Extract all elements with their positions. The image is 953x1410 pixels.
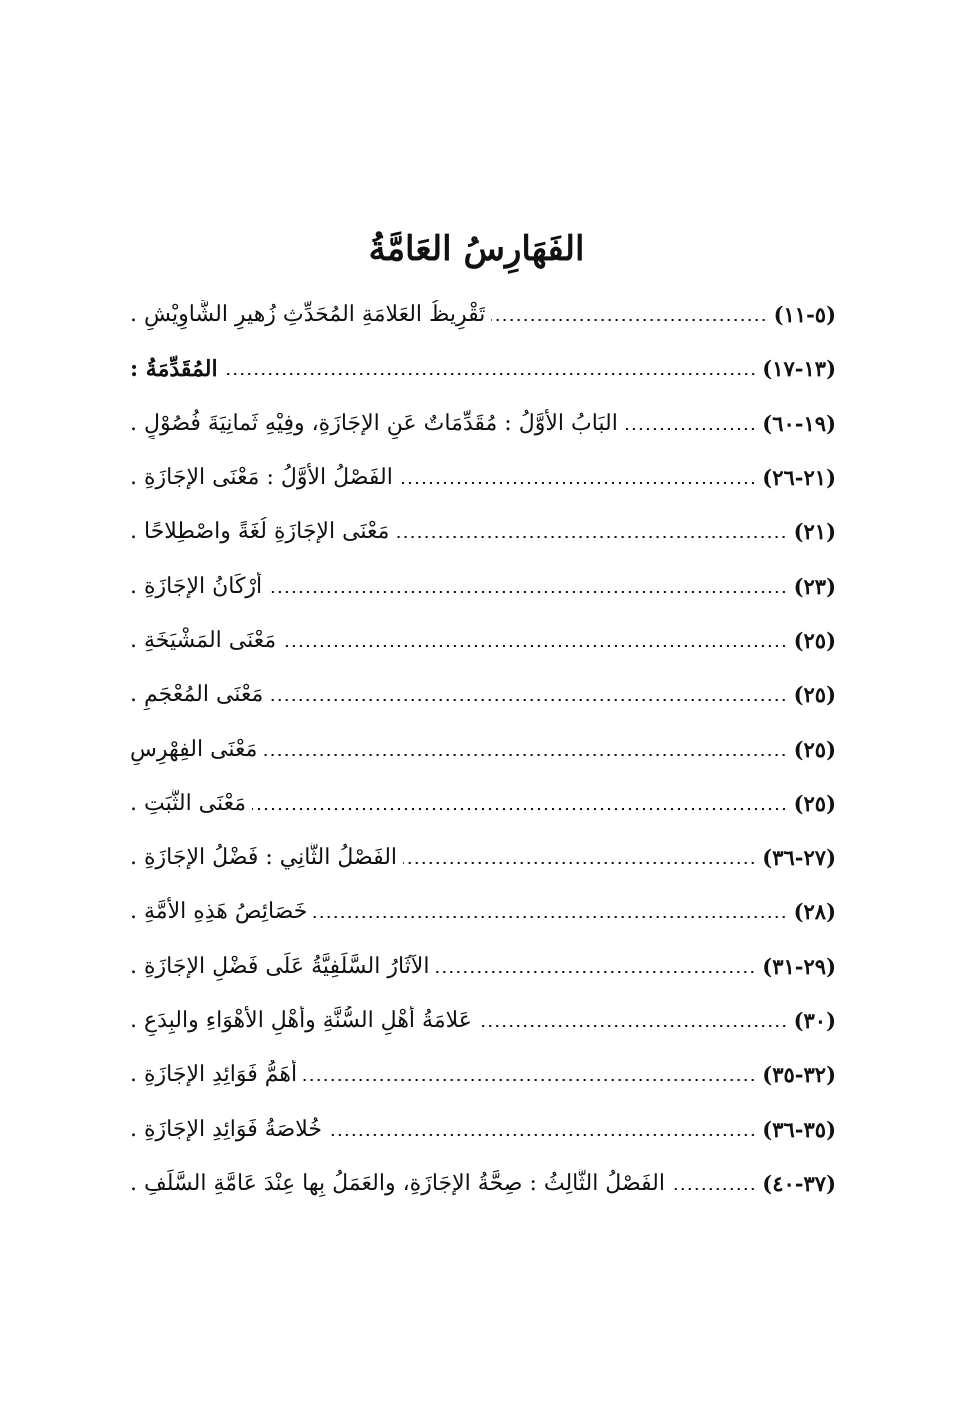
toc-entry-pages: (٣٧-٤٠) [762, 1170, 836, 1196]
dot-leader [478, 1025, 788, 1027]
table-of-contents [126, 288, 836, 1211]
toc-entry[interactable] [126, 342, 836, 396]
toc-entry[interactable] [126, 1102, 836, 1156]
toc-entry-title: المُقَدِّمَةُ : [130, 356, 218, 383]
dot-leader [263, 754, 787, 756]
toc-entry-title: الآثَارُ السَّلَفِيَّةُ عَلَى فَضْلِ الإجَازَةِ . [130, 953, 430, 979]
toc-entry-title: أَرْكَانُ الإجَازَةِ . [130, 573, 263, 599]
toc-entry-pages: (٢٥) [793, 627, 836, 653]
toc-entry-title: البَابُ الأَوَّلُ : مُقَدِّمَاتٌ عَنِ الإجَازَةِ، وفِيْهِ ثَمانِيَةَ فُصُوْلٍ . [130, 410, 618, 436]
dot-leader [268, 591, 787, 593]
toc-entry[interactable] [126, 288, 836, 342]
toc-entry-pages: (٣٢-٣٥) [762, 1062, 836, 1088]
toc-entry-pages: (٢٣) [793, 573, 836, 599]
toc-entry-title: خَصَائِصُ هَذِهِ الأُمَّةِ . [130, 899, 308, 925]
toc-entry[interactable] [126, 614, 836, 668]
toc-entry-pages: (٢٥) [793, 736, 836, 762]
toc-entry[interactable] [126, 994, 836, 1048]
toc-entry-title: مَعْنَى المَشْيَخَةِ . [130, 627, 277, 653]
toc-entry-pages: (٢١-٢٦) [762, 465, 836, 491]
toc-entry-title: مَعْنَى المُعْجَمِ . [130, 682, 264, 708]
dot-leader [282, 645, 787, 647]
toc-entry-pages: (٢٨) [793, 899, 836, 925]
toc-entry[interactable] [126, 451, 836, 505]
toc-entry-pages: (٢٧-٣٦) [762, 845, 836, 871]
toc-entry-pages: (٣٠) [793, 1008, 836, 1033]
page-title: الفَهَارِسُ العَامَّةُ [368, 229, 585, 269]
toc-entry-title: الفَصْلُ الثَّالِثُ : صِحَّةُ الإجَازَةِ، والعَمَلُ بِها عِنْدَ عَامَّةِ السَّلَفِ . [130, 1170, 665, 1196]
dot-leader [328, 1134, 756, 1136]
toc-entry-pages: (١٣-١٧) [762, 356, 836, 382]
toc-entry[interactable] [126, 885, 836, 939]
toc-entry-pages: (٥-١١) [773, 302, 836, 328]
toc-entry[interactable] [126, 777, 836, 831]
toc-entry-pages: (١٩-٦٠) [762, 410, 836, 436]
toc-entry-title: عَلامَةُ أهْلِ السُّنَّةِ وأهْلِ الأهْوَاءِ والبِدَعِ . [130, 1008, 472, 1033]
dot-leader [624, 428, 756, 430]
toc-entry-pages: (٢١) [793, 519, 836, 545]
toc-entry-title: الفَصْلُ الثَّانِي : فَضْلُ الإجَازَةِ . [130, 845, 398, 871]
dot-leader [671, 1188, 756, 1190]
toc-entry[interactable] [126, 940, 836, 994]
toc-entry[interactable] [126, 831, 836, 885]
dot-leader [252, 808, 788, 810]
toc-entry[interactable] [126, 559, 836, 613]
toc-entry-title: مَعْنَى الثَّبَتِ . [130, 790, 247, 816]
dot-leader [269, 699, 787, 701]
dot-leader [435, 971, 756, 973]
toc-entry-title: مَعْنَى الإجَازَةِ لُغَةً واصْطِلاحًا . [130, 519, 390, 545]
toc-entry-title: تَقْرِيظُ العَلامَةِ المُحَدِّثِ زُهيرِ الشَّاوِيْشِ . [130, 302, 486, 328]
toc-entry-title: خُلاصَةُ فَوَائِدِ الإجَازَةِ . [130, 1116, 322, 1142]
toc-entry[interactable] [126, 1157, 836, 1211]
toc-entry-pages: (٢٩-٣١) [762, 953, 836, 979]
toc-entry-title: الفَصْلُ الأَوَّلُ : مَعْنَى الإجَازَةِ . [130, 465, 393, 491]
dot-leader [491, 319, 767, 321]
toc-entry[interactable] [126, 397, 836, 451]
toc-entry[interactable] [126, 505, 836, 559]
toc-entry-title: مَعْنَى الفِهْرِسِ [130, 736, 258, 762]
toc-entry-title: أهَمُّ فَوَائِدِ الإجَازَةِ . [130, 1062, 298, 1088]
toc-entry-pages: (٢٥) [793, 682, 836, 708]
toc-entry[interactable] [126, 1048, 836, 1102]
toc-entry[interactable] [126, 668, 836, 722]
dot-leader [313, 916, 787, 918]
dot-leader [395, 536, 787, 538]
dot-leader [224, 373, 757, 375]
toc-entry[interactable] [126, 722, 836, 776]
dot-leader [403, 862, 756, 864]
toc-entry-pages: (٣٥-٣٦) [762, 1116, 836, 1142]
toc-entry-pages: (٢٥) [793, 790, 836, 816]
dot-leader [303, 1079, 756, 1081]
dot-leader [399, 482, 756, 484]
